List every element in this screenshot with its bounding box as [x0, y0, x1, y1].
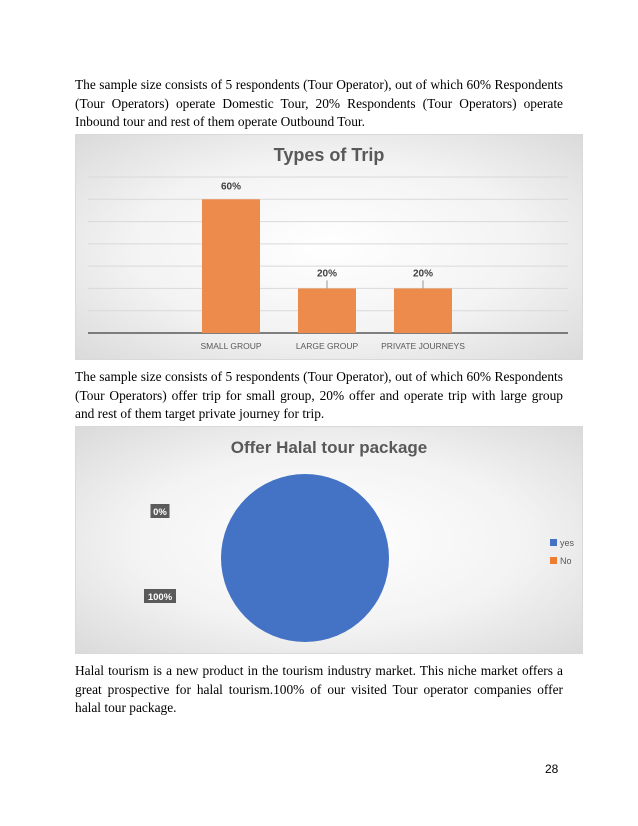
types-of-trip-chart [75, 134, 583, 360]
bar [202, 199, 260, 333]
bar-chart-svg [76, 135, 582, 359]
data-label: 20% [316, 268, 338, 280]
chart-title: Types of Trip [273, 145, 385, 165]
bar [394, 288, 452, 333]
page-number: 28 [545, 762, 559, 776]
chart-title: Offer Halal tour package [230, 438, 428, 457]
category-label: LARGE GROUP [295, 341, 359, 351]
halal-tour-chart [75, 426, 583, 654]
pie-chart-svg [76, 427, 582, 653]
paragraph-group-size: The sample size consists of 5 respondents (Tour Operator), out of which 60% Respondents (Tour Operators) offer trip for small group, 20% offer and operate trip with large group and rest of them target private journey for trip. [75, 369, 563, 421]
legend-swatch [550, 557, 557, 564]
pie-marks [144, 474, 389, 642]
legend-label: yes [560, 538, 575, 548]
category-label: PRIVATE JOURNEYS [381, 341, 465, 351]
data-label: 20% [412, 268, 434, 280]
legend-label: No [560, 556, 572, 566]
paragraph-halal-tourism: Halal tourism is a new product in the tourism industry market. This niche market offers a great prospective for halal tourism.100% of our visited Tour operator companies offer halal tour package. [75, 663, 563, 715]
data-label: 100% [147, 592, 173, 603]
paragraph-domestic-tour: The sample size consists of 5 respondents (Tour Operator), out of which 60% Respondents (Tour Operators) operate Domestic Tour, 20% Respondents (Tour Operators) operate Inbound tour and rest of them operate Outbound Tour. [75, 77, 563, 129]
bar [298, 288, 356, 333]
data-label: 60% [220, 181, 242, 193]
data-label: 0% [153, 507, 167, 518]
legend [550, 538, 575, 566]
category-label: SMALL GROUP [200, 341, 262, 351]
legend-swatch [550, 539, 557, 546]
pie-slice [221, 474, 389, 642]
